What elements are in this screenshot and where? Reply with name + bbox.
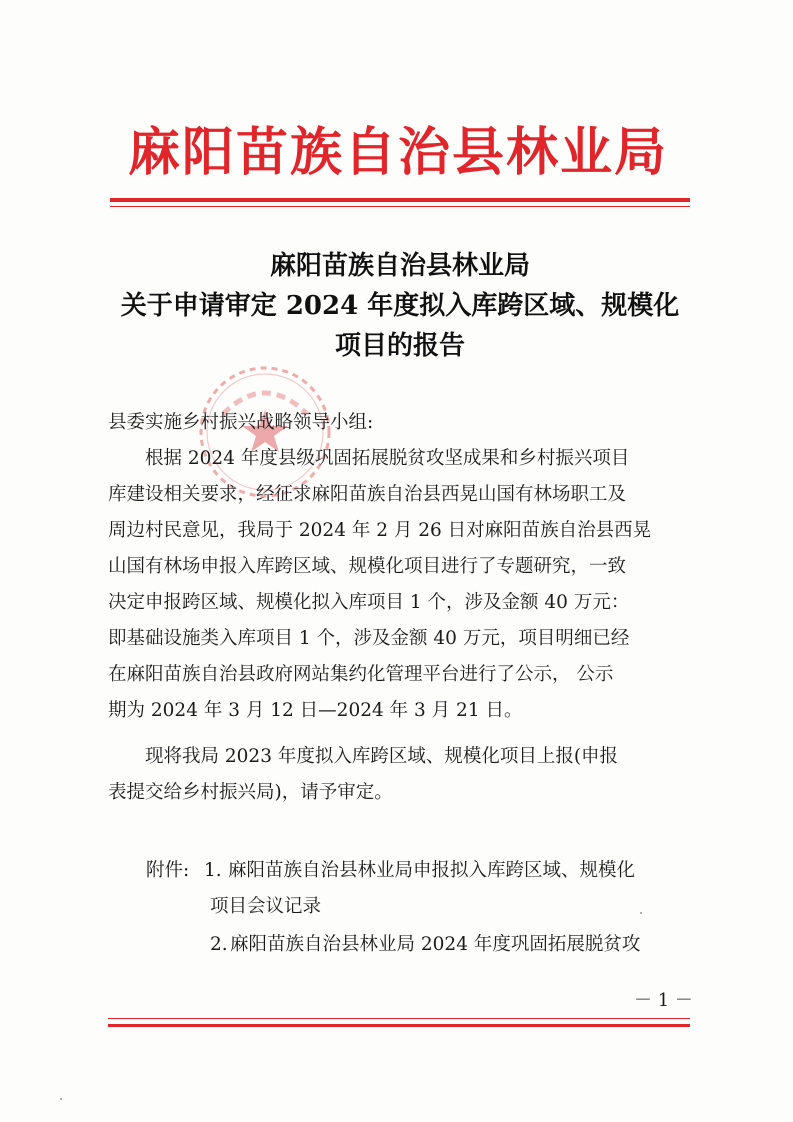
attachments-label: 附件: bbox=[146, 860, 190, 881]
letterhead-rule-thin bbox=[110, 206, 690, 207]
body-line: 期为 2024 年 3 月 12 日—2024 年 3 月 21 日。 bbox=[108, 700, 523, 721]
body-line: 库建设相关要求，经征求麻阳苗族自治县西晃山国有林场职工及 bbox=[108, 484, 627, 505]
body-line: 现将我局 2023 年度拟入库跨区域、规模化项目上报(申报 bbox=[108, 746, 619, 767]
document-title-line-3: 项目的报告 bbox=[334, 331, 465, 361]
attachment-line: 麻阳苗族自治县林业局 2024 年度巩固拓展脱贫攻 bbox=[230, 934, 641, 955]
page-number: － 1 － bbox=[634, 990, 693, 1011]
body-line: 在麻阳苗族自治县政府网站集约化管理平台进行了公示， 公示 bbox=[108, 664, 614, 685]
salutation: 县委实施乡村振兴战略领导小组: bbox=[108, 412, 374, 433]
footer-rule-thin bbox=[108, 1018, 690, 1019]
attachment-number: 1. bbox=[204, 860, 222, 881]
scan-speck bbox=[60, 1098, 62, 1100]
document-title-line-1: 麻阳苗族自治县林业局 bbox=[269, 251, 530, 281]
letterhead-rule-thick bbox=[110, 198, 690, 202]
document-title-line-2: 关于申请审定 2024 年度拟入库跨区域、规模化 bbox=[120, 291, 680, 321]
footer-rule-thick bbox=[108, 1024, 690, 1027]
attachment-line: 项目会议记录 bbox=[210, 896, 322, 917]
attachment-line: 麻阳苗族自治县林业局申报拟入库跨区域、规模化 bbox=[228, 860, 636, 881]
body-line: 山国有林场申报入库跨区域、规模化项目进行了专题研究，一致 bbox=[108, 556, 627, 577]
attachment-number: 2. bbox=[210, 934, 228, 955]
scan-speck bbox=[640, 912, 642, 914]
letterhead-org-name: 麻阳苗族自治县林业局 bbox=[127, 123, 668, 183]
body-line: 周边村民意见，我局于 2024 年 2 月 26 日对麻阳苗族自治县西晃 bbox=[108, 520, 652, 541]
body-line: 决定申报跨区域、规模化拟入库项目 1 个，涉及金额 40 万元： bbox=[108, 592, 630, 613]
body-line: 表提交给乡村振兴局)，请予审定。 bbox=[108, 782, 393, 803]
body-line: 即基础设施类入库项目 1 个，涉及金额 40 万元，项目明细已经 bbox=[108, 628, 630, 649]
body-line: 根据 2024 年度县级巩固拓展脱贫攻坚成果和乡村振兴项目 bbox=[108, 448, 630, 469]
